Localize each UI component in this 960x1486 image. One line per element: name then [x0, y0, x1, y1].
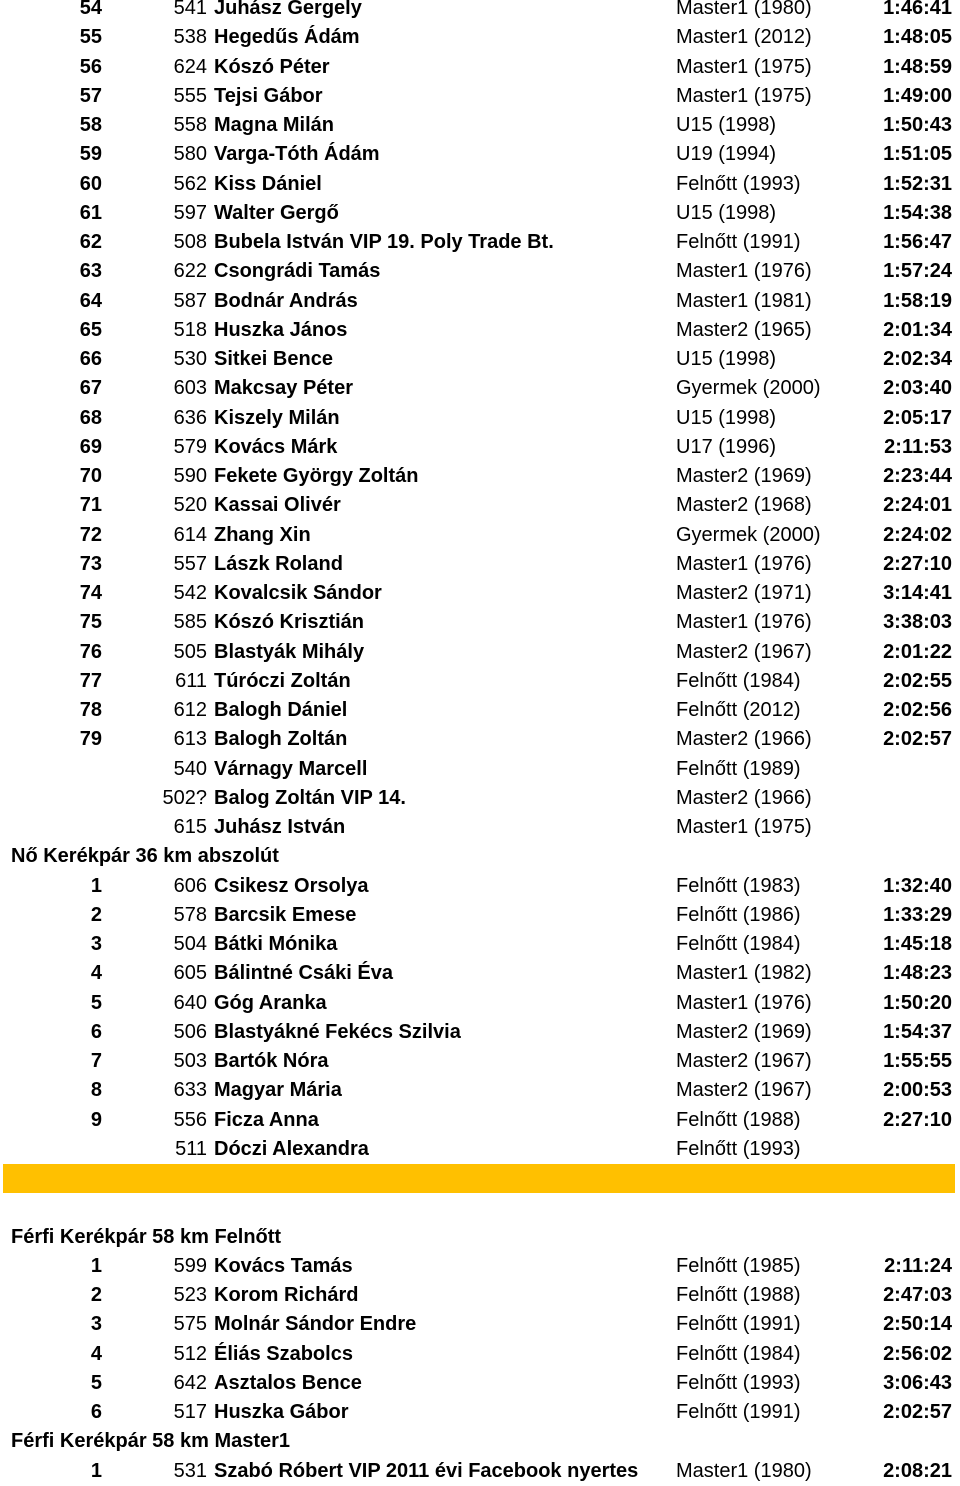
rank-cell: 60 — [79, 172, 102, 195]
result-row — [0, 579, 960, 608]
rank-cell: 58 — [79, 114, 102, 136]
result-row — [0, 170, 960, 199]
category-cell: Master2 (1968) — [676, 494, 812, 517]
competitor-name-cell: Barcsik Emese — [214, 903, 357, 926]
rank-cell: 4 — [90, 1342, 102, 1365]
competitor-name-cell: Kószó Péter — [214, 55, 330, 78]
result-row — [0, 316, 960, 345]
result-row — [0, 140, 960, 169]
bib-number-cell: 538 — [173, 26, 207, 49]
competitor-name-cell: Huszka Gábor — [214, 1401, 349, 1423]
rank-cell: 56 — [79, 55, 102, 78]
finish-time-cell: 1:48:05 — [883, 26, 952, 49]
competitor-name-cell: Csongrádi Tamás — [214, 260, 381, 283]
finish-time-cell: 1:52:31 — [883, 172, 952, 195]
competitor-name-cell: Varga-Tóth Ádám — [214, 143, 380, 166]
category-cell: Master1 (1976) — [676, 260, 812, 283]
competitor-name-cell: Tejsi Gábor — [214, 84, 323, 107]
competitor-name-cell: Kovalcsik Sándor — [214, 582, 382, 604]
bib-number-cell: 611 — [175, 669, 207, 692]
competitor-name-cell: Walter Gergő — [214, 201, 339, 224]
finish-time-cell: 1:54:37 — [883, 1020, 952, 1043]
finish-time-cell: 1:46:41 — [883, 0, 952, 19]
bib-number-cell: 585 — [173, 611, 207, 634]
rank-cell: 78 — [79, 699, 102, 721]
competitor-name-cell: Éliás Szabolcs — [214, 1342, 353, 1365]
highlight-band-fill — [3, 1164, 955, 1193]
bib-number-cell: 506 — [173, 1020, 207, 1043]
finish-time-cell: 2:27:10 — [883, 1108, 952, 1131]
finish-time-cell: 3:38:03 — [883, 611, 952, 634]
result-row — [0, 521, 960, 550]
finish-time-cell: 2:08:21 — [883, 1459, 952, 1482]
finish-time-cell: 2:56:02 — [883, 1342, 952, 1365]
rank-cell: 62 — [79, 231, 102, 253]
competitor-name-cell: Hegedűs Ádám — [214, 26, 360, 49]
finish-time-cell: 1:45:18 — [883, 933, 952, 955]
category-cell: Master2 (1967) — [676, 1079, 812, 1102]
bib-number-cell: 599 — [173, 1254, 207, 1277]
rank-cell: 2 — [90, 903, 102, 926]
category-cell: U15 (1998) — [676, 114, 777, 136]
bib-number-cell: 555 — [173, 84, 207, 107]
category-cell: Master2 (1965) — [676, 318, 812, 341]
bib-number-cell: 606 — [173, 874, 207, 897]
result-row — [0, 228, 960, 257]
category-cell: Master2 (1971) — [676, 582, 812, 604]
bib-number-cell: 580 — [173, 143, 207, 166]
result-row — [0, 287, 960, 316]
competitor-name-cell: Bubela István VIP 19. Poly Trade Bt. — [214, 231, 554, 253]
competitor-name-cell: Korom Richárd — [214, 1284, 359, 1306]
finish-time-cell: 1:56:47 — [883, 231, 952, 253]
competitor-name-cell: Balog Zoltán VIP 14. — [214, 786, 406, 809]
result-row — [0, 638, 960, 667]
result-row — [0, 82, 960, 111]
bib-number-cell: 640 — [173, 991, 207, 1014]
competitor-name-cell: Lászk Roland — [214, 552, 343, 575]
competitor-name-cell: Balogh Zoltán — [214, 728, 348, 751]
category-cell: U15 (1998) — [676, 406, 777, 429]
competitor-name-cell: Balogh Dániel — [214, 699, 348, 721]
competitor-name-cell: Dóczi Alexandra — [214, 1137, 369, 1160]
category-cell: Master1 (1975) — [676, 816, 812, 838]
category-cell: Master1 (2012) — [676, 26, 812, 49]
result-row — [0, 1076, 960, 1105]
finish-time-cell: 2:24:02 — [883, 523, 952, 546]
category-cell: U17 (1996) — [676, 435, 777, 458]
category-cell: Felnőtt (1991) — [676, 231, 801, 253]
finish-time-cell: 1:50:20 — [883, 991, 952, 1014]
category-cell: Master1 (1980) — [676, 0, 812, 19]
rank-cell: 59 — [79, 143, 102, 166]
competitor-name-cell: Blastyákné Fekécs Szilvia — [214, 1020, 461, 1043]
category-cell: Felnőtt (1993) — [676, 1371, 801, 1394]
rank-cell: 5 — [90, 991, 102, 1014]
rank-cell: 73 — [79, 552, 102, 575]
result-row — [0, 813, 960, 842]
competitor-name-cell: Túróczi Zoltán — [214, 669, 351, 692]
bib-number-cell: 512 — [173, 1342, 207, 1365]
category-cell: U15 (1998) — [676, 201, 777, 224]
rank-cell: 6 — [90, 1020, 102, 1043]
finish-time-cell: 3:06:43 — [883, 1371, 952, 1394]
competitor-name-cell: Fekete György Zoltán — [214, 465, 419, 487]
rank-cell: 7 — [90, 1050, 102, 1072]
bib-number-cell: 624 — [173, 55, 207, 78]
rank-cell: 77 — [79, 669, 102, 692]
rank-cell: 71 — [79, 494, 102, 517]
finish-time-cell: 2:02:57 — [883, 1401, 952, 1423]
result-row — [0, 462, 960, 491]
result-row — [0, 1281, 960, 1310]
bib-number-cell: 614 — [173, 523, 207, 546]
result-row — [0, 930, 960, 959]
finish-time-cell: 2:02:34 — [883, 348, 952, 370]
competitor-name-cell: Huszka János — [214, 318, 348, 341]
finish-time-cell: 2:01:34 — [883, 318, 952, 341]
bib-number-cell: 520 — [173, 494, 207, 517]
finish-time-cell: 2:02:56 — [883, 699, 952, 721]
competitor-name-cell: Szabó Róbert VIP 2011 évi Facebook nyertes — [214, 1459, 639, 1482]
rank-cell: 65 — [79, 318, 102, 341]
result-row — [0, 374, 960, 403]
finish-time-cell: 1:48:59 — [883, 55, 952, 78]
section-header-row — [0, 1223, 960, 1252]
category-cell: Felnőtt (1991) — [676, 1313, 801, 1336]
competitor-name-cell: Juhász Gergely — [214, 0, 362, 19]
category-cell: Felnőtt (1988) — [676, 1284, 801, 1306]
finish-time-cell: 2:01:22 — [883, 640, 952, 663]
bib-number-cell: 542 — [173, 582, 207, 604]
rank-cell: 74 — [79, 582, 102, 604]
category-cell: Felnőtt (1984) — [676, 933, 801, 955]
finish-time-cell: 1:58:19 — [883, 289, 952, 312]
result-row — [0, 989, 960, 1018]
finish-time-cell: 2:05:17 — [883, 406, 952, 429]
bib-number-cell: 605 — [173, 962, 207, 985]
bib-number-cell: 603 — [173, 377, 207, 400]
competitor-name-cell: Magna Milán — [214, 114, 335, 136]
category-cell: Felnőtt (1983) — [676, 874, 801, 897]
bib-number-cell: 517 — [173, 1401, 207, 1423]
finish-time-cell: 2:50:14 — [883, 1313, 952, 1336]
section-header-row — [0, 1427, 960, 1456]
bib-number-cell: 575 — [173, 1313, 207, 1336]
bib-number-cell: 597 — [173, 201, 207, 224]
bib-number-cell: 540 — [173, 757, 207, 780]
competitor-name-cell: Bartók Nóra — [214, 1050, 329, 1072]
category-cell: Master2 (1969) — [676, 465, 812, 487]
rank-cell: 1 — [90, 874, 102, 897]
result-row — [0, 111, 960, 140]
finish-time-cell: 1:49:00 — [883, 84, 952, 107]
result-row — [0, 608, 960, 637]
bib-number-cell: 557 — [173, 552, 207, 575]
result-row — [0, 1457, 960, 1486]
rank-cell: 6 — [90, 1401, 102, 1423]
competitor-name-cell: Blastyák Mihály — [214, 640, 365, 663]
finish-time-cell: 1:54:38 — [883, 201, 952, 224]
rank-cell: 57 — [79, 84, 102, 107]
section-title: Nő Kerékpár 36 km abszolút — [11, 845, 279, 868]
category-cell: Master2 (1967) — [676, 1050, 812, 1072]
competitor-name-cell: Juhász István — [214, 816, 346, 838]
result-row — [0, 1135, 960, 1164]
bib-number-cell: 633 — [173, 1079, 207, 1102]
bib-number-cell: 505 — [173, 640, 207, 663]
bib-number-cell: 642 — [173, 1371, 207, 1394]
rank-cell: 4 — [90, 962, 102, 985]
result-row — [0, 901, 960, 930]
bib-number-cell: 587 — [173, 289, 207, 312]
finish-time-cell: 2:00:53 — [883, 1079, 952, 1102]
finish-time-cell: 1:48:23 — [883, 962, 952, 985]
result-row — [0, 550, 960, 579]
result-row — [0, 667, 960, 696]
bib-number-cell: 508 — [173, 231, 207, 253]
bib-number-cell: 613 — [173, 728, 207, 751]
bib-number-cell: 612 — [173, 699, 207, 721]
rank-cell: 68 — [79, 406, 102, 429]
rank-cell: 64 — [79, 289, 102, 312]
category-cell: Felnőtt (1991) — [676, 1401, 801, 1423]
category-cell: Master1 (1976) — [676, 552, 812, 575]
competitor-name-cell: Zhang Xin — [214, 523, 311, 546]
result-row — [0, 404, 960, 433]
bib-number-cell: 636 — [173, 406, 207, 429]
rank-cell: 3 — [90, 1313, 102, 1336]
result-row — [0, 725, 960, 754]
result-row — [0, 53, 960, 82]
category-cell: Master2 (1966) — [676, 786, 812, 809]
category-cell: Felnőtt (1993) — [676, 1137, 801, 1160]
finish-time-cell: 2:02:55 — [883, 669, 952, 692]
category-cell: Master2 (1969) — [676, 1020, 812, 1043]
rank-cell: 75 — [79, 611, 102, 634]
bib-number-cell: 511 — [175, 1137, 207, 1160]
competitor-name-cell: Molnár Sándor Endre — [214, 1313, 417, 1336]
result-row — [0, 1106, 960, 1135]
rank-cell: 3 — [90, 933, 102, 955]
finish-time-cell: 1:32:40 — [883, 874, 952, 897]
competitor-name-cell: Makcsay Péter — [214, 377, 353, 400]
result-row — [0, 345, 960, 374]
highlight-band — [0, 1164, 960, 1193]
rank-cell: 67 — [79, 377, 102, 400]
finish-time-cell: 2:23:44 — [883, 465, 952, 487]
finish-time-cell: 2:47:03 — [883, 1284, 952, 1306]
competitor-name-cell: Kovács Márk — [214, 435, 338, 458]
competitor-name-cell: Magyar Mária — [214, 1079, 342, 1102]
bib-number-cell: 518 — [173, 318, 207, 341]
result-row — [0, 959, 960, 988]
bib-number-cell: 531 — [173, 1459, 207, 1482]
rank-cell: 1 — [90, 1459, 102, 1482]
bib-number-cell: 590 — [173, 465, 207, 487]
category-cell: Master1 (1976) — [676, 991, 812, 1014]
finish-time-cell: 1:51:05 — [883, 143, 952, 166]
category-cell: Gyermek (2000) — [676, 377, 821, 400]
finish-time-cell: 1:57:24 — [883, 260, 952, 283]
bib-number-cell: 530 — [173, 348, 207, 370]
category-cell: Gyermek (2000) — [676, 523, 821, 546]
rank-cell: 69 — [79, 435, 102, 458]
category-cell: U15 (1998) — [676, 348, 777, 370]
rank-cell: 55 — [79, 26, 102, 49]
category-cell: Felnőtt (1985) — [676, 1254, 801, 1277]
finish-time-cell: 2:02:57 — [883, 728, 952, 751]
rank-cell: 63 — [79, 260, 102, 283]
competitor-name-cell: Kószó Krisztián — [214, 611, 365, 634]
category-cell: Felnőtt (2012) — [676, 699, 801, 721]
section-header-row — [0, 842, 960, 871]
competitor-name-cell: Csikesz Orsolya — [214, 874, 369, 897]
competitor-name-cell: Bodnár András — [214, 289, 358, 312]
bib-number-cell: 556 — [173, 1108, 207, 1131]
category-cell: Felnőtt (1984) — [676, 669, 801, 692]
finish-time-cell: 1:50:43 — [883, 114, 952, 136]
rank-cell: 70 — [79, 465, 102, 487]
rank-cell: 61 — [79, 201, 102, 224]
bib-number-cell: 579 — [173, 435, 207, 458]
rank-cell: 9 — [90, 1108, 102, 1131]
finish-time-cell: 3:14:41 — [883, 582, 952, 604]
result-row — [0, 784, 960, 813]
rank-cell: 8 — [90, 1079, 102, 1102]
category-cell: U19 (1994) — [676, 143, 777, 166]
result-row — [0, 1310, 960, 1339]
rank-cell: 5 — [90, 1371, 102, 1394]
competitor-name-cell: Kiss Dániel — [214, 172, 322, 195]
finish-time-cell: 2:11:24 — [884, 1254, 952, 1277]
category-cell: Master2 (1966) — [676, 728, 812, 751]
competitor-name-cell: Bátki Mónika — [214, 933, 338, 955]
category-cell: Master1 (1975) — [676, 84, 812, 107]
bib-number-cell: 523 — [173, 1284, 207, 1306]
competitor-name-cell: Kassai Olivér — [214, 494, 341, 517]
bib-number-cell: 503 — [173, 1050, 207, 1072]
bib-number-cell: 558 — [173, 114, 207, 136]
category-cell: Master1 (1980) — [676, 1459, 812, 1482]
category-cell: Felnőtt (1988) — [676, 1108, 801, 1131]
rank-cell: 79 — [79, 728, 102, 751]
bib-number-cell: 622 — [173, 260, 207, 283]
result-row — [0, 1018, 960, 1047]
finish-time-cell: 2:27:10 — [883, 552, 952, 575]
bib-number-cell: 541 — [173, 0, 207, 19]
category-cell: Master1 (1976) — [676, 611, 812, 634]
category-cell: Felnőtt (1986) — [676, 903, 801, 926]
category-cell: Master2 (1967) — [676, 640, 812, 663]
rank-cell: 54 — [79, 0, 102, 19]
section-title: Férfi Kerékpár 58 km Master1 — [11, 1430, 291, 1453]
rank-cell: 72 — [79, 523, 102, 546]
competitor-name-cell: Kiszely Milán — [214, 406, 340, 429]
competitor-name-cell: Góg Aranka — [214, 991, 327, 1014]
bib-number-cell: 502? — [162, 786, 207, 809]
rank-cell: 1 — [90, 1254, 102, 1277]
result-row — [0, 23, 960, 52]
result-row — [0, 1252, 960, 1281]
bib-number-cell: 504 — [173, 933, 207, 955]
competitor-name-cell: Kovács Tamás — [214, 1254, 353, 1277]
finish-time-cell: 2:24:01 — [883, 494, 952, 517]
category-cell: Master1 (1981) — [676, 289, 812, 312]
competitor-name-cell: Várnagy Marcell — [214, 757, 368, 780]
result-row — [0, 1340, 960, 1369]
result-row — [0, 872, 960, 901]
result-row — [0, 1369, 960, 1398]
finish-time-cell: 2:11:53 — [884, 435, 952, 458]
category-cell: Felnőtt (1993) — [676, 172, 801, 195]
empty-row — [0, 1193, 960, 1222]
finish-time-cell: 1:33:29 — [883, 903, 952, 926]
category-cell: Master1 (1982) — [676, 962, 812, 985]
result-row — [0, 1398, 960, 1427]
competitor-name-cell: Sitkei Bence — [214, 348, 333, 370]
category-cell: Felnőtt (1984) — [676, 1342, 801, 1365]
competitor-name-cell: Asztalos Bence — [214, 1371, 362, 1394]
competitor-name-cell: Bálintné Csáki Éva — [214, 962, 393, 985]
category-cell: Felnőtt (1989) — [676, 757, 801, 780]
result-row — [0, 0, 960, 23]
result-row — [0, 1047, 960, 1076]
rank-cell: 76 — [79, 640, 102, 663]
result-row — [0, 199, 960, 228]
rank-cell: 66 — [79, 348, 102, 370]
section-title: Férfi Kerékpár 58 km Felnőtt — [11, 1225, 282, 1248]
result-row — [0, 696, 960, 725]
result-row — [0, 433, 960, 462]
bib-number-cell: 578 — [173, 903, 207, 926]
competitor-name-cell: Ficza Anna — [214, 1108, 319, 1131]
finish-time-cell: 1:55:55 — [883, 1050, 952, 1072]
result-row — [0, 491, 960, 520]
finish-time-cell: 2:03:40 — [883, 377, 952, 400]
rank-cell: 2 — [90, 1284, 102, 1306]
category-cell: Master1 (1975) — [676, 55, 812, 78]
result-row — [0, 257, 960, 286]
bib-number-cell: 562 — [173, 172, 207, 195]
result-row — [0, 755, 960, 784]
bib-number-cell: 615 — [173, 816, 207, 838]
